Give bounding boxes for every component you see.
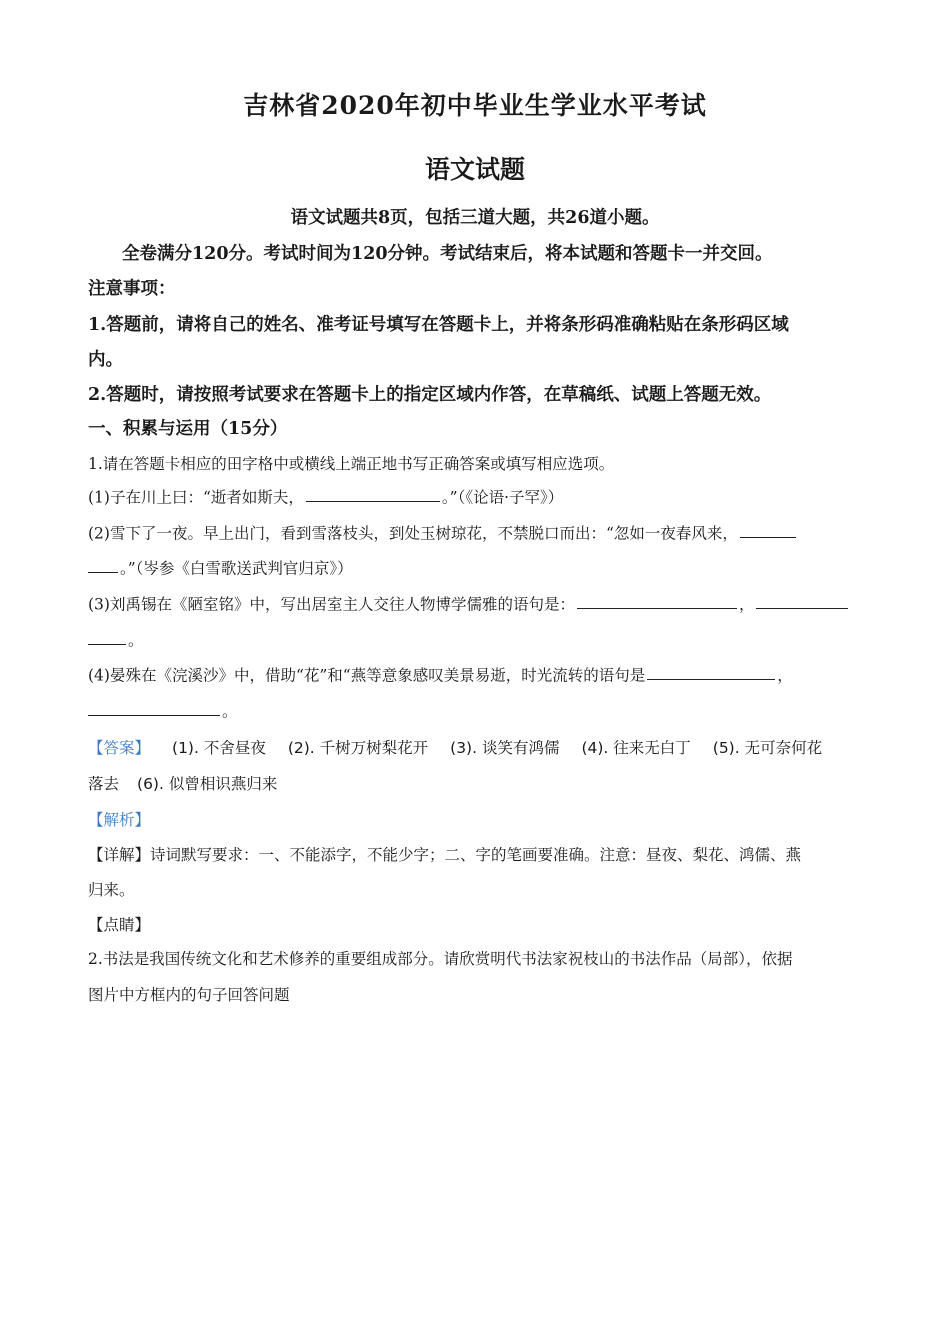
answer-item-4: (4). 往来无白丁 <box>581 739 691 757</box>
q1-2-source: 。”（岑参《白雪歌送武判官归京》） <box>120 559 353 578</box>
question2-line2: 图片中方框内的句子回答问题 <box>88 986 290 1004</box>
exam-info-line1: 语文试题共8页，包括三道大题，共26道小题。 <box>290 208 660 228</box>
analysis-tag: 【解析】 <box>88 811 151 829</box>
q1-3-separator: ， <box>738 595 755 614</box>
notice-item1-line2: 内。 <box>88 350 123 370</box>
answer-item-6: (6). 似曾相识燕归来 <box>137 775 278 793</box>
answer-item-3: (3). 谈笑有鸿儒 <box>450 739 560 757</box>
question2-line1: 2.书法是我国传统文化和艺术修养的重要组成部分。请欣赏明代书法家祝枝山的书法作品（局部），依据 <box>88 950 793 968</box>
question1-part3-line1 <box>88 592 863 614</box>
answer-blank[interactable] <box>306 485 440 502</box>
answer-blank[interactable] <box>88 628 126 645</box>
q1-1-source: 。”（《论语·子罕》） <box>441 488 564 507</box>
question1-part4-line1 <box>88 663 863 685</box>
answer-blank[interactable] <box>756 592 848 609</box>
analysis-detail-line2: 归来。 <box>88 881 135 899</box>
answer-blank[interactable] <box>88 556 118 573</box>
q1-4-separator: ， <box>777 666 793 685</box>
q1-3-end: 。 <box>128 631 144 650</box>
answer-item-5: (5). 无可奈何花 <box>712 739 823 757</box>
q1-3-prompt: (3)刘禹锡在《陋室铭》中，写出居室主人交往人物博学儒雅的语句是： <box>88 595 575 614</box>
answer-item-1: (1). 不舍昼夜 <box>172 739 266 757</box>
exam-title: 吉林省2020年初中毕业生学业水平考试 <box>243 91 707 120</box>
analysis-detail-line1: 【详解】诗词默写要求：一、不能添字，不能少字；二、字的笔画要准确。注意：昼夜、梨花、鸿儒、燕 <box>88 846 802 864</box>
answer-tag: 【答案】 <box>88 739 151 757</box>
q1-4-end: 。 <box>222 702 238 721</box>
exam-subtitle: 语文试题 <box>424 155 525 184</box>
answer-line1 <box>88 736 863 758</box>
q1-4-prompt: (4)晏殊在《浣溪沙》中，借助“花”和“燕等意象感叹美景易逝，时光流转的语句是 <box>88 666 646 685</box>
question1-part4-line2 <box>88 699 863 721</box>
answer-line2 <box>88 772 863 794</box>
section1-heading: 一、积累与运用（15分） <box>88 419 288 439</box>
question1-part2-line1 <box>88 521 863 543</box>
answer-blank[interactable] <box>647 663 775 680</box>
answer-continuation: 落去 <box>88 775 120 793</box>
answer-blank[interactable] <box>88 699 220 716</box>
exam-info-line2: 全卷满分120分。考试时间为120分钟。考试结束后，将本试题和答题卡一并交回。 <box>122 244 773 264</box>
comment-tag: 【点睛】 <box>88 916 151 934</box>
notice-heading: 注意事项： <box>88 279 176 299</box>
q1-1-prompt: (1)子在川上曰：“逝者如斯夫， <box>88 488 304 507</box>
answer-blank[interactable] <box>740 521 796 538</box>
notice-item1-line1: 1.答题前，请将自己的姓名、准考证号填写在答题卡上，并将条形码准确粘贴在条形码区域 <box>88 315 789 335</box>
answer-item-2: (2). 千树万树梨花开 <box>287 739 429 757</box>
question1-part2-line2 <box>88 556 863 578</box>
question1-part1 <box>88 485 863 507</box>
q1-2-prompt: (2)雪下了一夜。早上出门，看到雪落枝头，到处玉树琼花，不禁脱口而出：“忽如一夜春风来， <box>88 524 738 543</box>
question1-stem: 1.请在答题卡相应的田字格中或横线上端正地书写正确答案或填写相应选项。 <box>88 455 615 473</box>
notice-item2: 2.答题时，请按照考试要求在答题卡上的指定区域内作答，在草稿纸、试题上答题无效。 <box>88 385 772 405</box>
answer-blank[interactable] <box>577 592 737 609</box>
question1-part3-line2 <box>88 628 863 650</box>
